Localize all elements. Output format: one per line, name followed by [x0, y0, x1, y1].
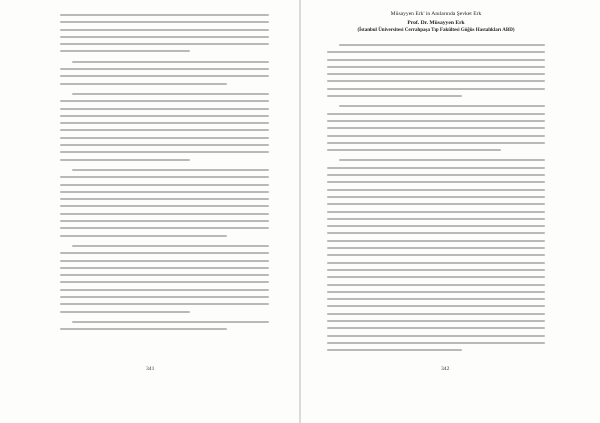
right-page-number: 342: [441, 366, 450, 372]
author-affiliation: (İstanbul Üniversitesi Cerrahpaşa Tıp Fakültesi Göğüs Hastalıkları ABD): [357, 28, 515, 33]
right-page: [301, 0, 600, 423]
left-page-number: 341: [146, 366, 155, 372]
right-page-body-text: [327, 44, 545, 356]
article-title: Müsayyen Erk' in Anılarında Şevket Erk: [390, 11, 482, 17]
left-page: [0, 0, 299, 423]
left-page-body-text: [60, 14, 269, 335]
article-author: Prof. Dr. Müsayyen Erk: [407, 20, 465, 26]
